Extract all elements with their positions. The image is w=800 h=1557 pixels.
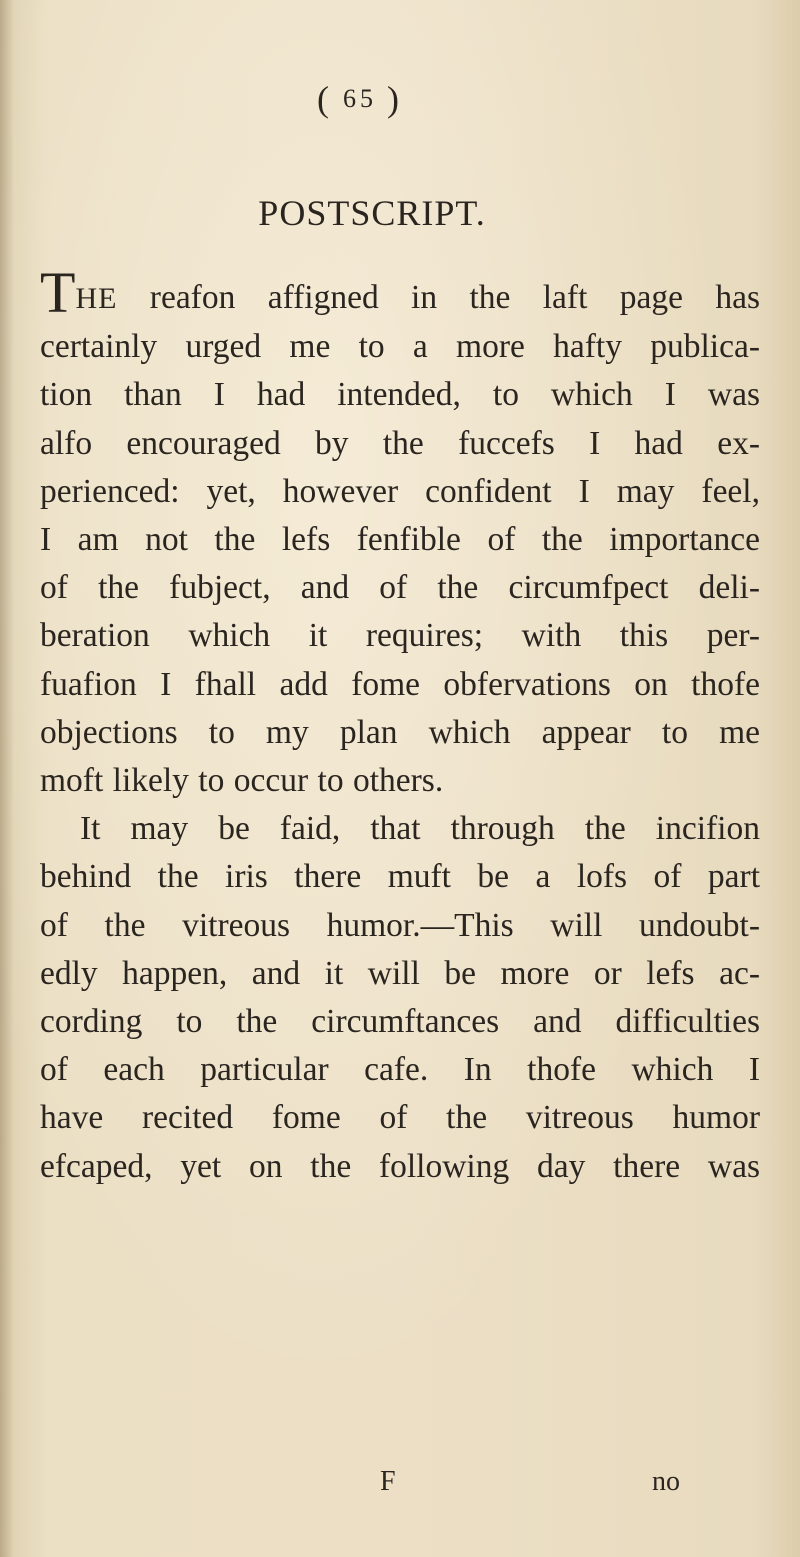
paren-open: ( — [317, 79, 333, 119]
small-caps-word: HE — [75, 282, 118, 315]
text-line: behind the iris there muft be a lofs of part — [40, 858, 760, 896]
text-line: of each particular cafe. In thofe which I — [40, 1051, 760, 1089]
text-line: of the vitreous humor.—This will undoubt- — [40, 906, 760, 944]
text-line: alfo encouraged by the fuccefs I had ex- — [40, 424, 760, 462]
text-line: objections to my plan which appear to me — [40, 713, 760, 751]
text-line: I am not the lefs fenfible of the importance — [40, 521, 760, 559]
text-line-content: reafon affigned in the laft page has — [117, 279, 760, 316]
signature-mark: F — [380, 1466, 396, 1497]
catchword: no — [652, 1466, 680, 1497]
text-line: have recited fome of the vitreous humor — [40, 1099, 760, 1137]
text-line: fuafion I fhall add fome obfervations on thofe — [40, 665, 760, 703]
text-line: certainly urged me to a more hafty publica- — [40, 328, 760, 366]
body-text — [40, 264, 760, 1191]
drop-cap: T — [40, 264, 76, 324]
page-number-value: 65 — [343, 84, 377, 113]
text-line: It may be faid, that through the incifion — [80, 810, 760, 848]
text-line: cording to the circumftances and difficulties — [40, 1003, 760, 1041]
section-heading: POSTSCRIPT. — [258, 193, 486, 233]
text-line: of the fubject, and of the circumfpect deli- — [40, 569, 760, 607]
text-line: edly happen, and it will be more or lefs ac- — [40, 954, 760, 992]
text-line: efcaped, yet on the following day there was — [40, 1147, 760, 1185]
text-line: beration which it requires; with this per- — [40, 617, 760, 655]
text-line: moft likely to occur to others. — [40, 762, 444, 800]
text-line — [40, 264, 760, 323]
text-line: tion than I had intended, to which I was — [40, 376, 760, 414]
page-number — [0, 78, 760, 120]
text-line: perienced: yet, however confident I may feel, — [40, 472, 760, 510]
paren-close: ) — [387, 79, 403, 119]
